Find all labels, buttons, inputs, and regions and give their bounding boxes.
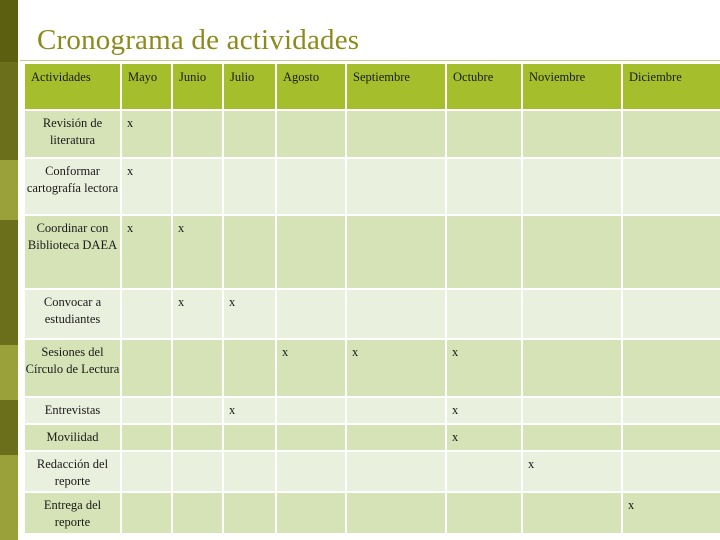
- mark-cell: [224, 111, 275, 157]
- mark-cell: [122, 452, 171, 491]
- mark-cell: [122, 425, 171, 450]
- mark-cell: [623, 340, 720, 396]
- mark-cell: [224, 159, 275, 214]
- mark-cell: [277, 111, 345, 157]
- activity-cell: Conformar cartografía lectora: [25, 159, 120, 214]
- accent-bar: [0, 0, 18, 540]
- table-row: [25, 398, 720, 423]
- mark-cell: x: [122, 111, 171, 157]
- header-cell: Agosto: [277, 64, 345, 109]
- accent-bar-segment: [0, 345, 18, 400]
- table-row: [25, 290, 720, 338]
- activity-cell: Redacción del reporte: [25, 452, 120, 491]
- mark-cell: [277, 425, 345, 450]
- mark-cell: [277, 398, 345, 423]
- mark-cell: x: [277, 340, 345, 396]
- mark-cell: [224, 340, 275, 396]
- activity-cell: Sesiones del Círculo de Lectura: [25, 340, 120, 396]
- header-cell: Mayo: [122, 64, 171, 109]
- mark-cell: [277, 290, 345, 338]
- mark-cell: [447, 111, 521, 157]
- mark-cell: [224, 216, 275, 288]
- accent-bar-segment: [0, 160, 18, 220]
- mark-cell: [347, 493, 445, 533]
- mark-cell: [173, 398, 222, 423]
- mark-cell: [224, 493, 275, 533]
- activity-cell: Coordinar con Biblioteca DAEA: [25, 216, 120, 288]
- mark-cell: x: [173, 216, 222, 288]
- mark-cell: [224, 425, 275, 450]
- mark-cell: [224, 452, 275, 491]
- mark-cell: x: [447, 398, 521, 423]
- mark-cell: [347, 290, 445, 338]
- mark-cell: x: [447, 425, 521, 450]
- mark-cell: [347, 452, 445, 491]
- mark-cell: [347, 111, 445, 157]
- mark-cell: [173, 493, 222, 533]
- mark-cell: [122, 340, 171, 396]
- mark-cell: [347, 216, 445, 288]
- table-row: [25, 216, 720, 288]
- header-cell: Actividades: [25, 64, 120, 109]
- mark-cell: [523, 398, 621, 423]
- mark-cell: [447, 159, 521, 214]
- mark-cell: [347, 398, 445, 423]
- mark-cell: [523, 216, 621, 288]
- page-title: Cronograma de actividades: [37, 24, 360, 56]
- activity-cell: Revisión de literatura: [25, 111, 120, 157]
- table-row: [25, 159, 720, 214]
- header-cell: Julio: [224, 64, 275, 109]
- mark-cell: [277, 493, 345, 533]
- mark-cell: [173, 425, 222, 450]
- mark-cell: [447, 290, 521, 338]
- mark-cell: [523, 111, 621, 157]
- mark-cell: [623, 216, 720, 288]
- mark-cell: [447, 452, 521, 491]
- mark-cell: x: [122, 159, 171, 214]
- mark-cell: [623, 425, 720, 450]
- mark-cell: [277, 159, 345, 214]
- mark-cell: [523, 425, 621, 450]
- mark-cell: [623, 290, 720, 338]
- mark-cell: [277, 452, 345, 491]
- mark-cell: [623, 111, 720, 157]
- schedule-table: [23, 62, 720, 535]
- header-cell: Diciembre: [623, 64, 720, 109]
- mark-cell: [447, 493, 521, 533]
- header-row: [25, 64, 720, 109]
- header-cell: Noviembre: [523, 64, 621, 109]
- mark-cell: [173, 159, 222, 214]
- header-cell: Septiembre: [347, 64, 445, 109]
- table-row: [25, 452, 720, 491]
- mark-cell: x: [447, 340, 521, 396]
- activity-cell: Entrega del reporte: [25, 493, 120, 533]
- mark-cell: [523, 290, 621, 338]
- mark-cell: [623, 452, 720, 491]
- mark-cell: x: [523, 452, 621, 491]
- mark-cell: [523, 159, 621, 214]
- mark-cell: [623, 159, 720, 214]
- mark-cell: [173, 340, 222, 396]
- accent-bar-segment: [0, 455, 18, 540]
- title-rule: [20, 60, 720, 61]
- activity-cell: Entrevistas: [25, 398, 120, 423]
- mark-cell: [523, 493, 621, 533]
- mark-cell: [623, 398, 720, 423]
- header-cell: Junio: [173, 64, 222, 109]
- mark-cell: [347, 159, 445, 214]
- mark-cell: [173, 111, 222, 157]
- activity-cell: Movilidad: [25, 425, 120, 450]
- mark-cell: [277, 216, 345, 288]
- mark-cell: [122, 493, 171, 533]
- accent-bar-top: [0, 0, 18, 62]
- table-row: [25, 493, 720, 533]
- mark-cell: [173, 452, 222, 491]
- mark-cell: [447, 216, 521, 288]
- mark-cell: x: [224, 398, 275, 423]
- mark-cell: x: [347, 340, 445, 396]
- mark-cell: [347, 425, 445, 450]
- mark-cell: x: [224, 290, 275, 338]
- mark-cell: x: [122, 216, 171, 288]
- table-row: [25, 340, 720, 396]
- header-cell: Octubre: [447, 64, 521, 109]
- mark-cell: x: [623, 493, 720, 533]
- mark-cell: [523, 340, 621, 396]
- mark-cell: [122, 398, 171, 423]
- mark-cell: x: [173, 290, 222, 338]
- activity-cell: Convocar a estudiantes: [25, 290, 120, 338]
- table-row: [25, 425, 720, 450]
- table-row: [25, 111, 720, 157]
- mark-cell: [122, 290, 171, 338]
